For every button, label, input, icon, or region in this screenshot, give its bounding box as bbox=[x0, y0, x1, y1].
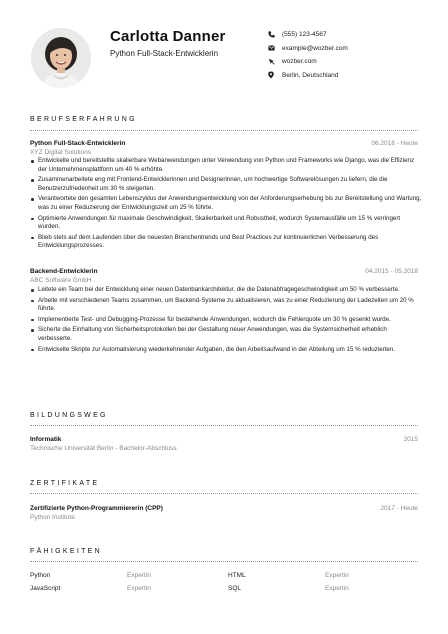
contact-phone-text: (555) 123-4567 bbox=[282, 31, 327, 38]
job-bullet: Verantwortete den gesamten Lebenszyklus der Anwendungsentwicklung von der Anforderungserhebung bis zur Bereitstellung und Wartung, was zu einer Reduzierung der Entwicklungszeit um 25 % führte. bbox=[30, 195, 422, 212]
education-year: 2015 bbox=[403, 436, 418, 443]
section-title-education: BILDUNGSWEG bbox=[30, 412, 108, 419]
job-bullet: Sicherte die Einhaltung von Sicherheitsprotokollen bei der Gestaltung neuer Anwendungen, was die Systemsicherheit erheblich verbesserte. bbox=[30, 326, 422, 343]
contact-location bbox=[268, 69, 348, 82]
certificate-dates: 2017 - Heute bbox=[380, 505, 418, 512]
section-divider bbox=[30, 425, 418, 426]
job-bullet: Leitete ein Team bei der Entwicklung einer neuen Datenbankarchitektur, die die Datenabfragegeschwindigkeit um 50 % verbesserte. bbox=[30, 286, 422, 295]
skill-level: Expertin bbox=[127, 572, 151, 579]
job-bullet: Blieb stets auf dem Laufenden über die neuesten Branchentrends und Best Practices zur kontinuierlichen Verbesserung des Entwicklungsprozesses. bbox=[30, 234, 422, 251]
job-title: Python Full-Stack-Entwicklerin bbox=[30, 140, 126, 147]
job-dates: 06.2018 - Heute bbox=[371, 140, 418, 147]
skill-name: HTML bbox=[228, 572, 246, 579]
skill-row bbox=[30, 572, 418, 585]
skill-level: Expertin bbox=[127, 585, 151, 592]
job-bullet: Optimierte Anwendungen für maximale Geschwindigkeit, Skalierbarkeit und Robustheit, wodurch Systemausfälle um 15 % verringert wurden. bbox=[30, 215, 422, 232]
candidate-role: Python Full-Stack-Entwicklerin bbox=[110, 49, 219, 58]
skill-level: Expertin bbox=[325, 572, 349, 579]
education-school: Technische Universität Berlin - Bachelor-Abschluss bbox=[30, 445, 177, 452]
contact-list bbox=[268, 28, 348, 82]
email-icon bbox=[268, 43, 280, 53]
job-bullet-list bbox=[30, 157, 422, 253]
location-pin-icon bbox=[268, 70, 280, 80]
phone-icon bbox=[268, 30, 280, 40]
job-bullet: Implementierte Test- und Debugging-Prozesse für bestehende Anwendungen, wodurch die Fehlerquote um 30 % gesenkt wurde. bbox=[30, 316, 422, 325]
candidate-name: Carlotta Danner bbox=[110, 28, 226, 45]
contact-website-text: wozber.com bbox=[282, 58, 317, 65]
job-bullet: Entwickelte und bereitstellte skalierbare Webanwendungen unter Verwendung von Python und Frameworks wie Django, was die Effizienz der Unternehmensplattform um 40 % erhöhte. bbox=[30, 157, 422, 174]
job-bullet: Entwickelte Skripte zur Automatisierung wiederkehrender Aufgaben, die den Arbeitsaufwand in der Abteilung um 15 % reduzierten. bbox=[30, 346, 422, 355]
job-bullet: Arbeite mit verschiedenen Teams zusammen, um Backend-Systeme zu aktualisieren, was zu einer Reduzierung der Ladezeiten um 20 % führte. bbox=[30, 297, 422, 314]
section-divider bbox=[30, 130, 418, 131]
job-bullet-list bbox=[30, 286, 422, 356]
contact-email bbox=[268, 42, 348, 55]
job-company: XYZ Digital Solutions bbox=[30, 149, 92, 156]
section-title-certificates: ZERTIFIKATE bbox=[30, 480, 100, 487]
skill-level: Expertin bbox=[325, 585, 349, 592]
skill-name: Python bbox=[30, 572, 51, 579]
section-title-skills: FÄHIGKEITEN bbox=[30, 548, 102, 555]
job-bullet: Zusammenarbeitete eng mit Frontend-Entwicklerinnen und Designerinnen, um hochwertige Softwarelösungen zu liefern, die die Benutzerzufriedenheit um 30 % steigerten. bbox=[30, 176, 422, 193]
certificate-name: Zertifizierte Python-Programmiererin (CPP) bbox=[30, 505, 163, 512]
avatar bbox=[31, 28, 91, 88]
link-icon bbox=[268, 57, 280, 67]
section-divider bbox=[30, 493, 418, 494]
profile-photo bbox=[31, 28, 91, 88]
skills-grid bbox=[30, 572, 418, 598]
skill-name: JavaScript bbox=[30, 585, 61, 592]
contact-phone bbox=[268, 28, 348, 41]
contact-location-text: Berlin, Deutschland bbox=[282, 71, 339, 79]
contact-website bbox=[268, 55, 348, 68]
job-dates: 04.2015 - 05.2018 bbox=[365, 268, 418, 275]
contact-email-text: example@wozber.com bbox=[282, 44, 348, 52]
job-title: Backend-Entwicklerin bbox=[30, 268, 98, 275]
skill-row bbox=[30, 585, 418, 598]
skill-name: SQL bbox=[228, 585, 242, 592]
section-divider bbox=[30, 561, 418, 562]
education-degree: Informatik bbox=[30, 436, 62, 443]
certificate-issuer: Python Institute bbox=[30, 514, 75, 521]
job-company: ABC Software GmbH bbox=[30, 277, 92, 284]
section-title-experience: BERUFSERFAHRUNG bbox=[30, 116, 137, 123]
